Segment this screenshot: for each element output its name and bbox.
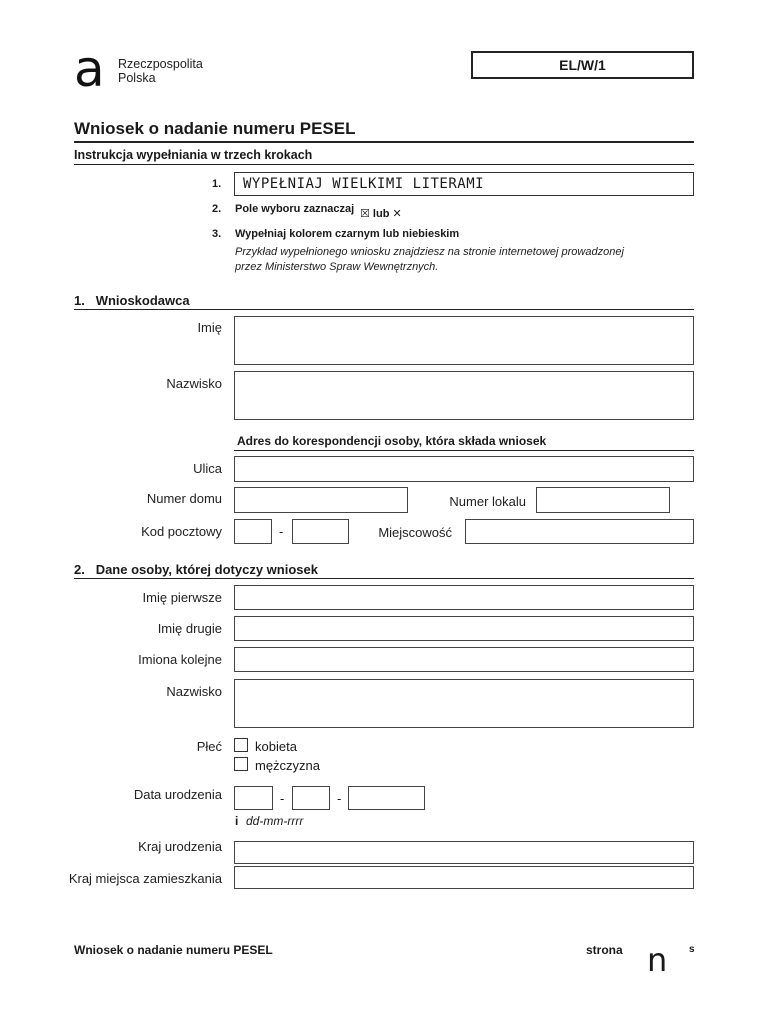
- house-number-field[interactable]: [234, 487, 408, 513]
- postal-code-dash: -: [279, 524, 284, 539]
- section-1-heading: [74, 293, 190, 308]
- step-1-caps-box: WYPEŁNIAJ WIELKIMI LITERAMI: [234, 172, 694, 196]
- form-code-box: EL/W/1: [471, 51, 694, 79]
- sex-male-label: mężczyzna: [255, 758, 321, 773]
- birth-year-field[interactable]: [348, 786, 425, 810]
- section-1-rule: [74, 309, 694, 310]
- sex-label: Płeć: [196, 739, 222, 754]
- section-2-heading: [74, 562, 318, 577]
- birth-month-field[interactable]: [292, 786, 330, 810]
- first-name-field[interactable]: [234, 585, 694, 610]
- birth-country-field[interactable]: [234, 841, 694, 864]
- step-3-number: 3.: [212, 228, 222, 240]
- document-title: Wniosek o nadanie numeru PESEL: [74, 119, 356, 138]
- applicant-first-name-label: Imię: [197, 320, 222, 335]
- section-2-rule: [74, 578, 694, 579]
- birth-date-hint: dd-mm-rrrr: [246, 814, 304, 828]
- instructions-rule: [74, 164, 694, 165]
- sex-female-label: kobieta: [255, 739, 297, 754]
- first-name-label: Imię pierwsze: [142, 590, 222, 605]
- step-2-text: Pole wyboru zaznaczaj: [235, 203, 355, 215]
- section-2-number: 2.: [74, 562, 85, 577]
- coat-logo-letter: a: [74, 40, 105, 98]
- last-name-field[interactable]: [234, 679, 694, 728]
- city-field[interactable]: [465, 519, 694, 544]
- step-3-text: Wypełniaj kolorem czarnym lub niebieskim: [235, 228, 460, 240]
- postal-code-label: Kod pocztowy: [141, 524, 222, 539]
- footer-page-label: strona: [586, 943, 623, 957]
- city-label: Miejscowość: [378, 525, 452, 540]
- address-rule: [234, 450, 694, 451]
- other-names-field[interactable]: [234, 647, 694, 672]
- birth-date-label: Data urodzenia: [133, 787, 222, 802]
- step-1-number: 1.: [212, 178, 222, 190]
- example-note: [235, 245, 635, 275]
- logo-text: [118, 57, 203, 85]
- applicant-first-name-field[interactable]: [234, 316, 694, 365]
- house-number-label: Numer domu: [146, 491, 222, 506]
- birth-country-label: Kraj urodzenia: [138, 839, 222, 854]
- applicant-last-name-field[interactable]: [234, 371, 694, 420]
- example-note-line-1: Przykład wypełnionego wniosku znajdziesz na stronie internetowej prowadzonej: [235, 246, 624, 258]
- sex-male-checkbox[interactable]: [234, 757, 248, 771]
- applicant-last-name-label: Nazwisko: [166, 376, 222, 391]
- logo-line-2: Polska: [118, 71, 156, 85]
- street-field[interactable]: [234, 456, 694, 482]
- instructions-heading: Instrukcja wypełniania w trzech krokach: [74, 148, 313, 162]
- footer-page-number: n: [647, 941, 668, 979]
- example-note-line-2: przez Ministerstwo Spraw Wewnętrznych.: [235, 261, 439, 273]
- last-name-label: Nazwisko: [166, 684, 222, 699]
- postal-code-part-2-field[interactable]: [292, 519, 349, 544]
- info-icon: i: [235, 814, 239, 828]
- residence-country-label: Kraj miejsca zamieszkania: [68, 871, 222, 886]
- flat-number-field[interactable]: [536, 487, 670, 513]
- logo-line-1: Rzeczpospolita: [118, 57, 203, 71]
- sex-female-checkbox[interactable]: [234, 738, 248, 752]
- title-rule: [74, 141, 694, 143]
- street-label: Ulica: [193, 461, 222, 476]
- section-2-title: Dane osoby, której dotyczy wniosek: [95, 562, 318, 577]
- footer-title: Wniosek o nadanie numeru PESEL: [74, 943, 273, 957]
- step-2-symbols: ☒ lub ✕: [360, 208, 402, 220]
- step-2-number: 2.: [212, 203, 222, 215]
- postal-code-part-1-field[interactable]: [234, 519, 272, 544]
- address-heading: Adres do korespondencji osoby, która składa wniosek: [237, 434, 547, 448]
- second-name-label: Imię drugie: [157, 621, 222, 636]
- section-1-title: Wnioskodawca: [95, 293, 190, 308]
- birth-day-field[interactable]: [234, 786, 273, 810]
- birth-date-dash-2: -: [337, 791, 342, 806]
- section-1-number: 1.: [74, 293, 85, 308]
- birth-date-dash-1: -: [280, 791, 285, 806]
- residence-country-field[interactable]: [234, 866, 694, 889]
- footer-page-superscript: s: [689, 944, 695, 955]
- other-names-label: Imiona kolejne: [138, 652, 222, 667]
- flat-number-label: Numer lokalu: [449, 494, 526, 509]
- second-name-field[interactable]: [234, 616, 694, 641]
